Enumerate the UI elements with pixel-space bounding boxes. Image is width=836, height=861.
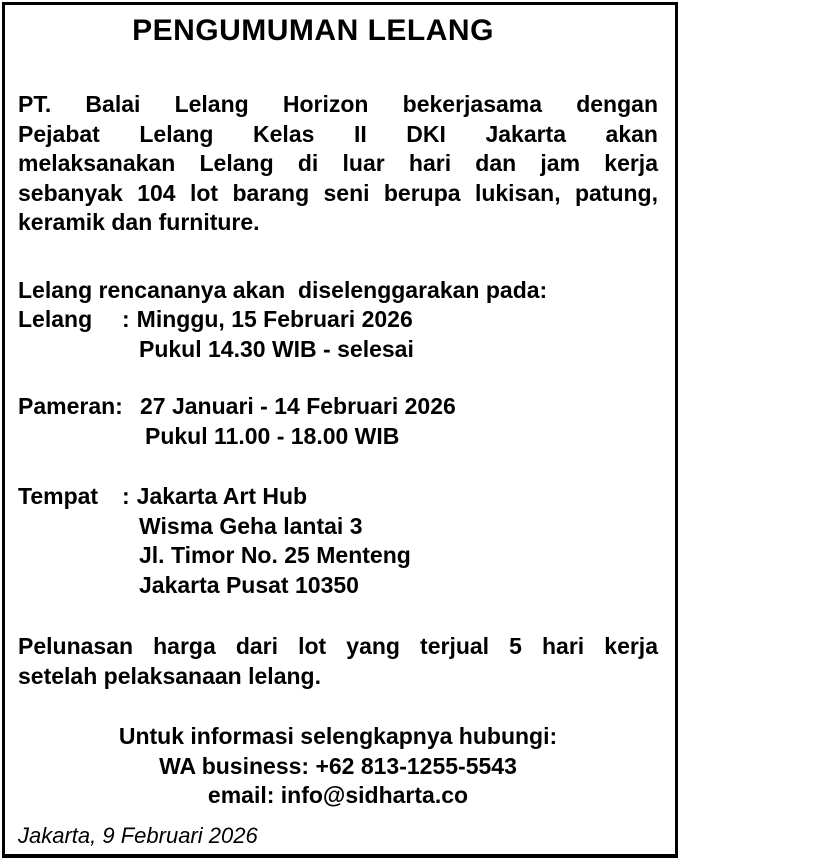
venue-line-2: Wisma Geha lantai 3 <box>139 512 363 539</box>
exhibition-label: Pameran: <box>18 393 123 419</box>
contact-heading: Untuk informasi selengkapnya hubungi: <box>118 723 558 749</box>
intro-line-5: keramik dan furniture. <box>18 209 260 235</box>
exhibition-date-row <box>18 392 658 422</box>
payment-line-1: Pelunasan harga dari lot yang terjual 5 hari kerja <box>18 633 658 659</box>
auction-label: Lelang <box>18 306 93 332</box>
intro-paragraph <box>18 90 658 238</box>
payment-note <box>18 632 658 691</box>
schedule-heading: Lelang rencananya akan diselenggarakan pada: <box>18 276 548 303</box>
intro-line-3: melaksanakan Lelang di luar hari dan jam kerja <box>18 150 658 176</box>
venue-line-4: Jakarta Pusat 10350 <box>139 571 359 598</box>
announcement-title: PENGUMUMAN LELANG <box>132 14 494 47</box>
contact-whatsapp: WA business: +62 813-1255-5543 <box>159 752 517 779</box>
contact-email: email: info@sidharta.co <box>207 782 469 808</box>
auction-separator: : <box>122 306 130 332</box>
intro-line-2: Pejabat Lelang Kelas II DKI Jakarta akan <box>18 120 658 147</box>
venue-label: Tempat <box>18 483 99 509</box>
venue-separator: : <box>122 483 130 509</box>
auction-time: Pukul 14.30 WIB - selesai <box>139 335 414 362</box>
exhibition-date: 27 Januari - 14 Februari 2026 <box>140 393 456 419</box>
contact-block <box>18 722 658 811</box>
venue-name: Jakarta Art Hub <box>136 483 308 509</box>
intro-line-4: sebanyak 104 lot barang seni berupa lukisan, patung, <box>18 179 658 206</box>
venue-block <box>18 482 658 600</box>
announcement-box <box>2 2 678 858</box>
venue-line-3: Jl. Timor No. 25 Menteng <box>139 542 411 568</box>
payment-line-2: setelah pelaksanaan lelang. <box>18 662 321 689</box>
auction-date: Minggu, 15 Februari 2026 <box>136 306 413 332</box>
exhibition-block <box>18 392 658 451</box>
venue-row <box>18 482 658 512</box>
intro-line-1: PT. Balai Lelang Horizon bekerjasama dengan <box>18 91 658 117</box>
auction-date-row <box>18 305 658 335</box>
schedule-block <box>18 276 658 365</box>
dateline: Jakarta, 9 Februari 2026 <box>18 822 258 848</box>
exhibition-time: Pukul 11.00 - 18.00 WIB <box>145 422 400 449</box>
